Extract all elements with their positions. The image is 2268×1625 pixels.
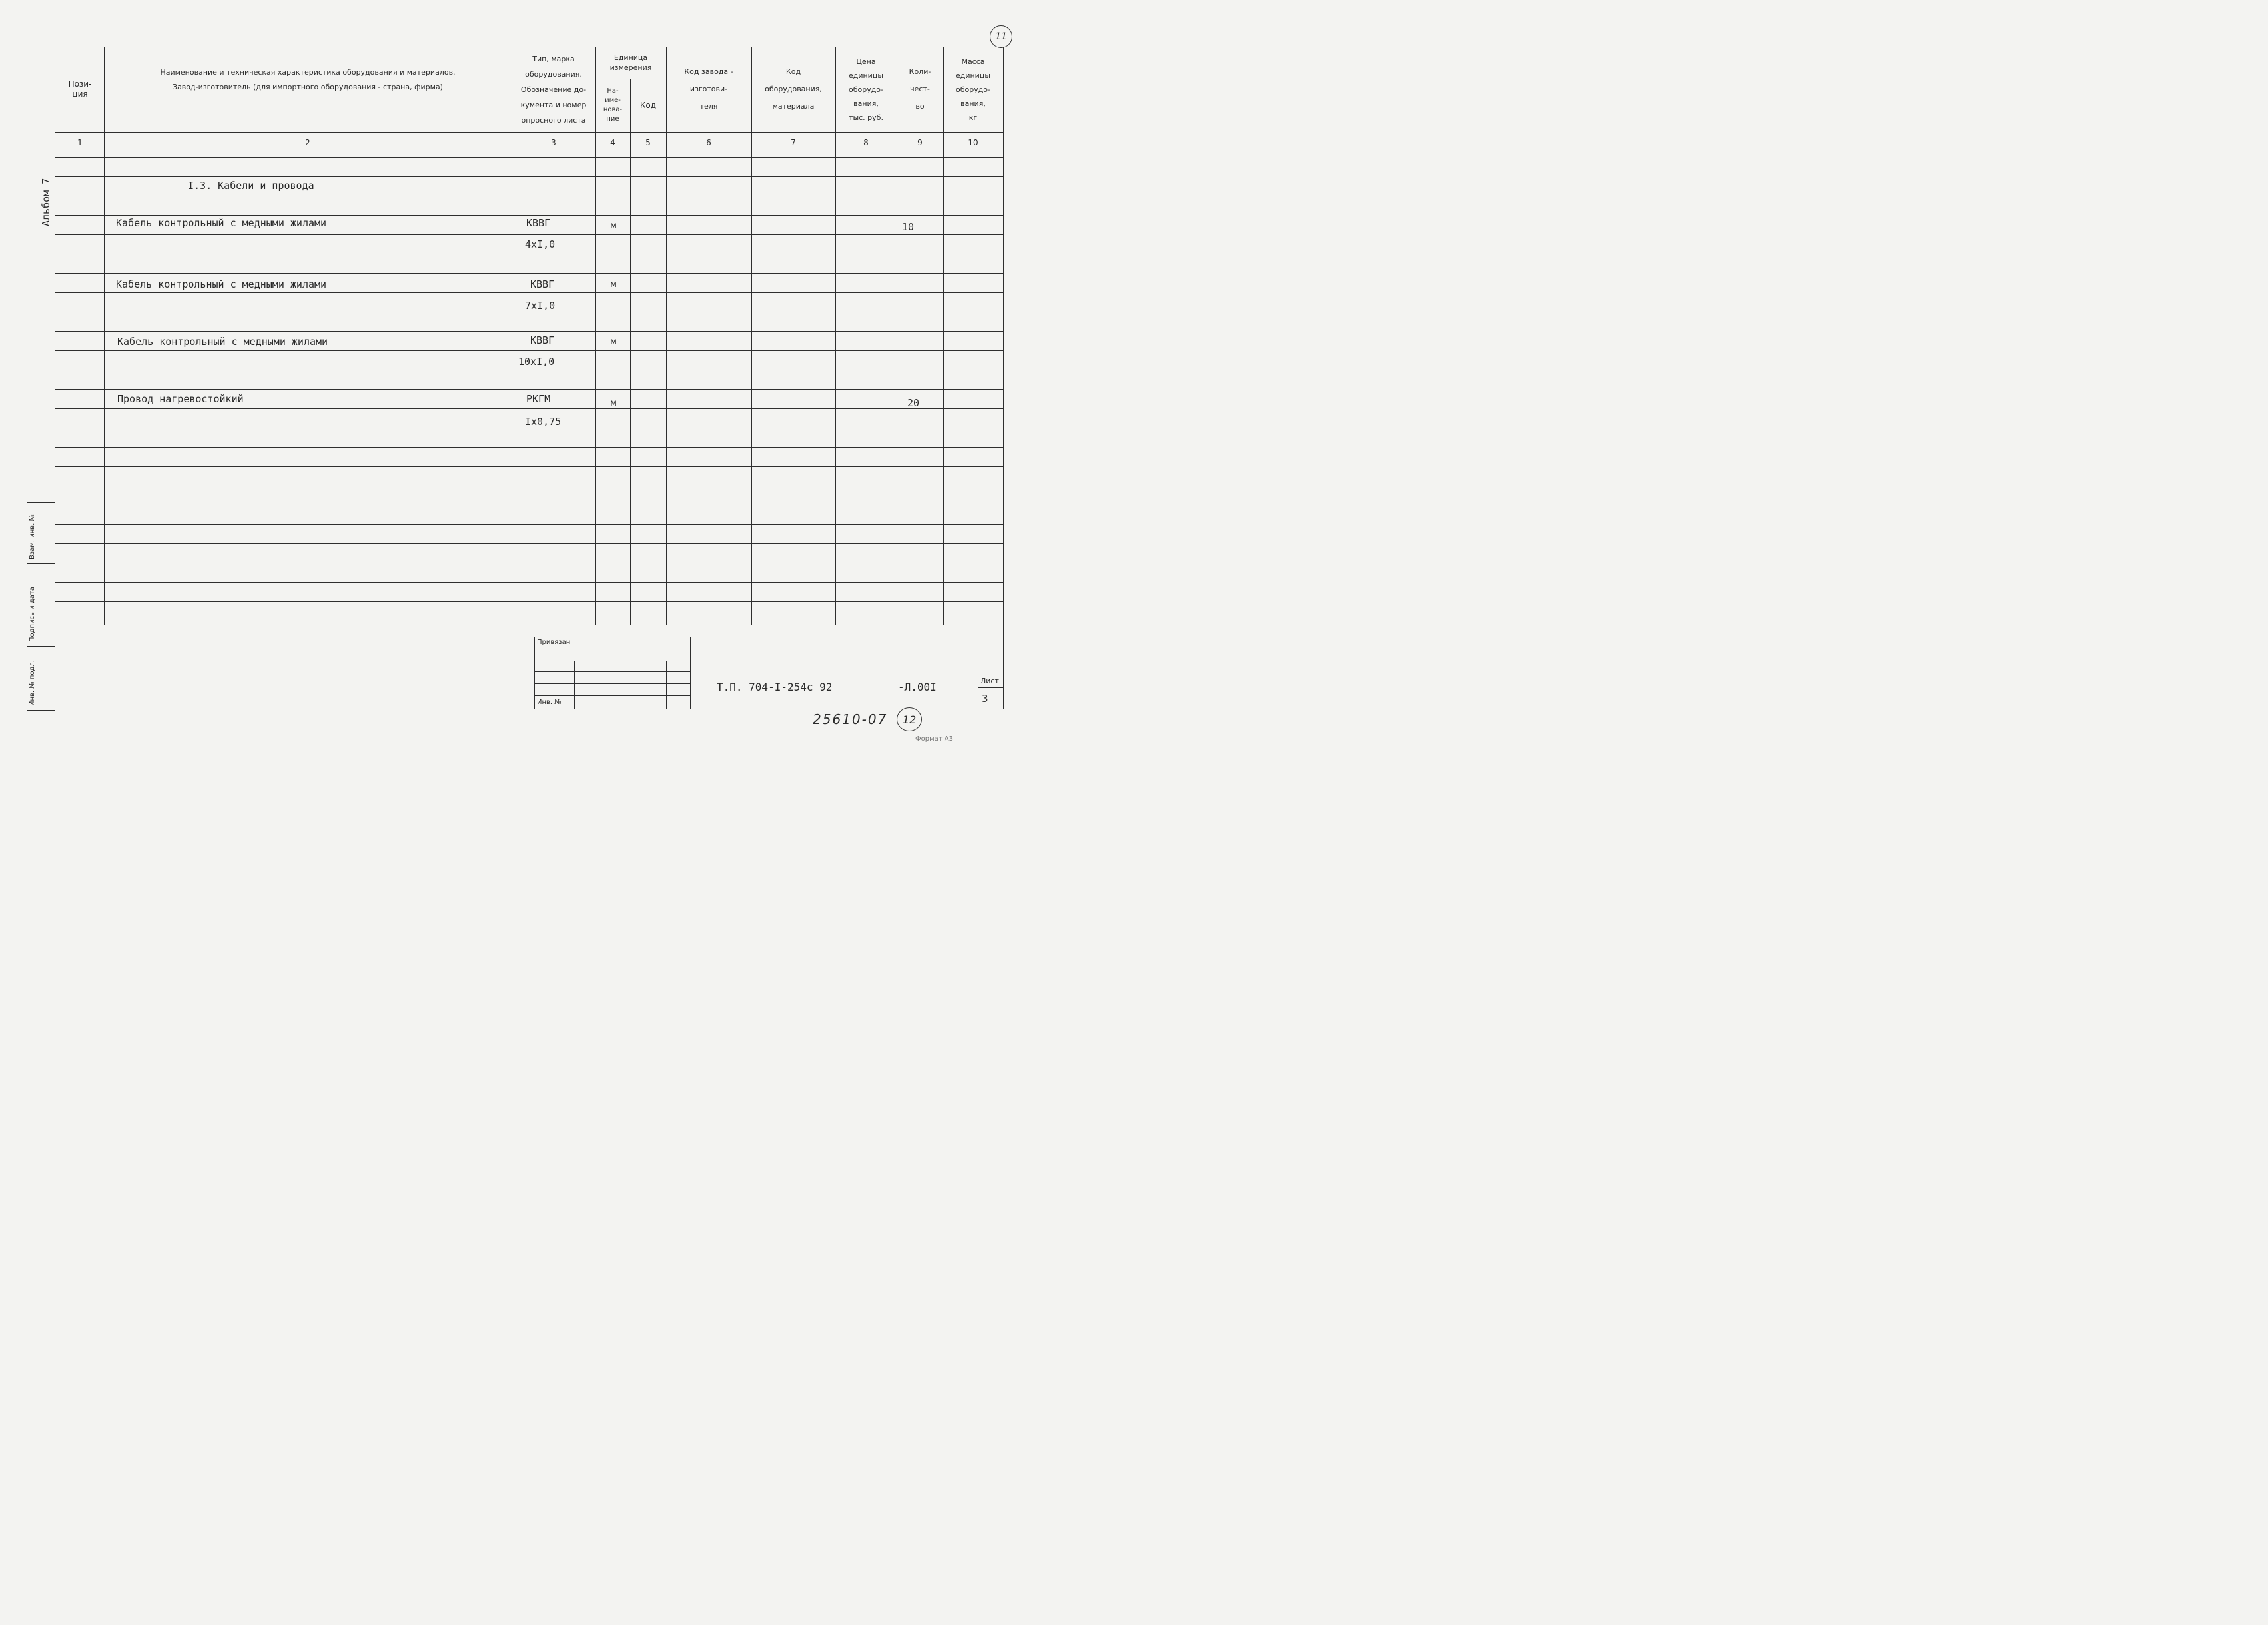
- album-label: Альбом 7: [40, 178, 52, 226]
- col-number: 10: [968, 138, 978, 147]
- list-label: Лист: [980, 677, 999, 685]
- item-type: 4xI,0: [525, 238, 556, 250]
- sheet-mark-text: 11: [995, 31, 1007, 42]
- item-name: Провод нагревостойкий: [117, 393, 244, 405]
- item-name: Кабель контрольный с медными жилами: [116, 278, 327, 290]
- inv-no-label: Инв. №: [537, 699, 562, 706]
- item-type: РКГМ: [526, 393, 551, 405]
- header-price: Цена единицы оборудо- вания, тыс. руб.: [848, 57, 884, 122]
- col-number: 1: [77, 138, 83, 147]
- col-number: 9: [917, 138, 923, 147]
- col-number: 3: [551, 138, 556, 147]
- header-unit-name: На- име- нова- ние: [603, 87, 623, 123]
- page-circle-text: 12: [902, 713, 917, 726]
- header-unit-code: Код: [639, 100, 657, 110]
- col-number: 6: [706, 138, 711, 147]
- page-circle: [897, 707, 922, 731]
- item-type: КВВГ: [526, 217, 551, 229]
- item-unit: м: [610, 280, 617, 290]
- col-number: 8: [863, 138, 869, 147]
- item-type: 7xI,0: [525, 300, 556, 312]
- header-equipment-code: Код оборудования, материала: [765, 67, 822, 111]
- col-number: 2: [305, 138, 310, 147]
- header-position: Пози- ция: [68, 79, 92, 99]
- archive-number: 25610-07: [813, 711, 888, 727]
- header-type: Тип, марка оборудования. Обозначение до- кумента и номер опросного листа: [520, 54, 587, 125]
- header-name: Наименование и техническая характеристика оборудования и материалов. Завод-изготовитель (для импортного оборудования - страна, фирма): [160, 68, 456, 91]
- sheet-mark: [990, 25, 1012, 48]
- col-number: 7: [791, 138, 796, 147]
- item-quantity: 20: [907, 397, 920, 409]
- item-type: Ix0,75: [525, 416, 562, 428]
- inv-podl-label: Инв. № подл.: [29, 660, 36, 706]
- item-unit: м: [610, 398, 617, 408]
- list-number: 3: [982, 693, 988, 705]
- doc-code: Т.П. 704-I-254с 92: [717, 681, 833, 693]
- privyazan-label: Привязан: [537, 639, 571, 646]
- item-name: Кабель контрольный с медными жилами: [116, 217, 327, 229]
- doc-suffix: -Л.00I: [898, 681, 937, 693]
- header-unit-group: Единица измерения: [609, 53, 652, 72]
- col-number: 5: [645, 138, 651, 147]
- item-type: КВВГ: [530, 278, 555, 290]
- podpis-label: Подпись и дата: [29, 587, 36, 642]
- vzam-label: Взам. инв. №: [29, 514, 36, 559]
- col-number: 4: [610, 138, 615, 147]
- section-title: I.3. Кабели и провода: [188, 180, 314, 192]
- item-name: Кабель контрольный с медными жилами: [117, 336, 328, 348]
- header-maker-code: Код завода - изготови- теля: [684, 67, 733, 111]
- format-label: Формат А3: [915, 735, 953, 743]
- header-mass: Масса единицы оборудо- вания, кг: [955, 57, 991, 122]
- item-unit: м: [610, 337, 617, 347]
- header-quantity: Коли- чест- во: [909, 67, 931, 111]
- item-unit: м: [610, 221, 617, 231]
- item-quantity: 10: [902, 221, 915, 233]
- item-type: 10xI,0: [518, 356, 555, 368]
- item-type: КВВГ: [530, 334, 555, 346]
